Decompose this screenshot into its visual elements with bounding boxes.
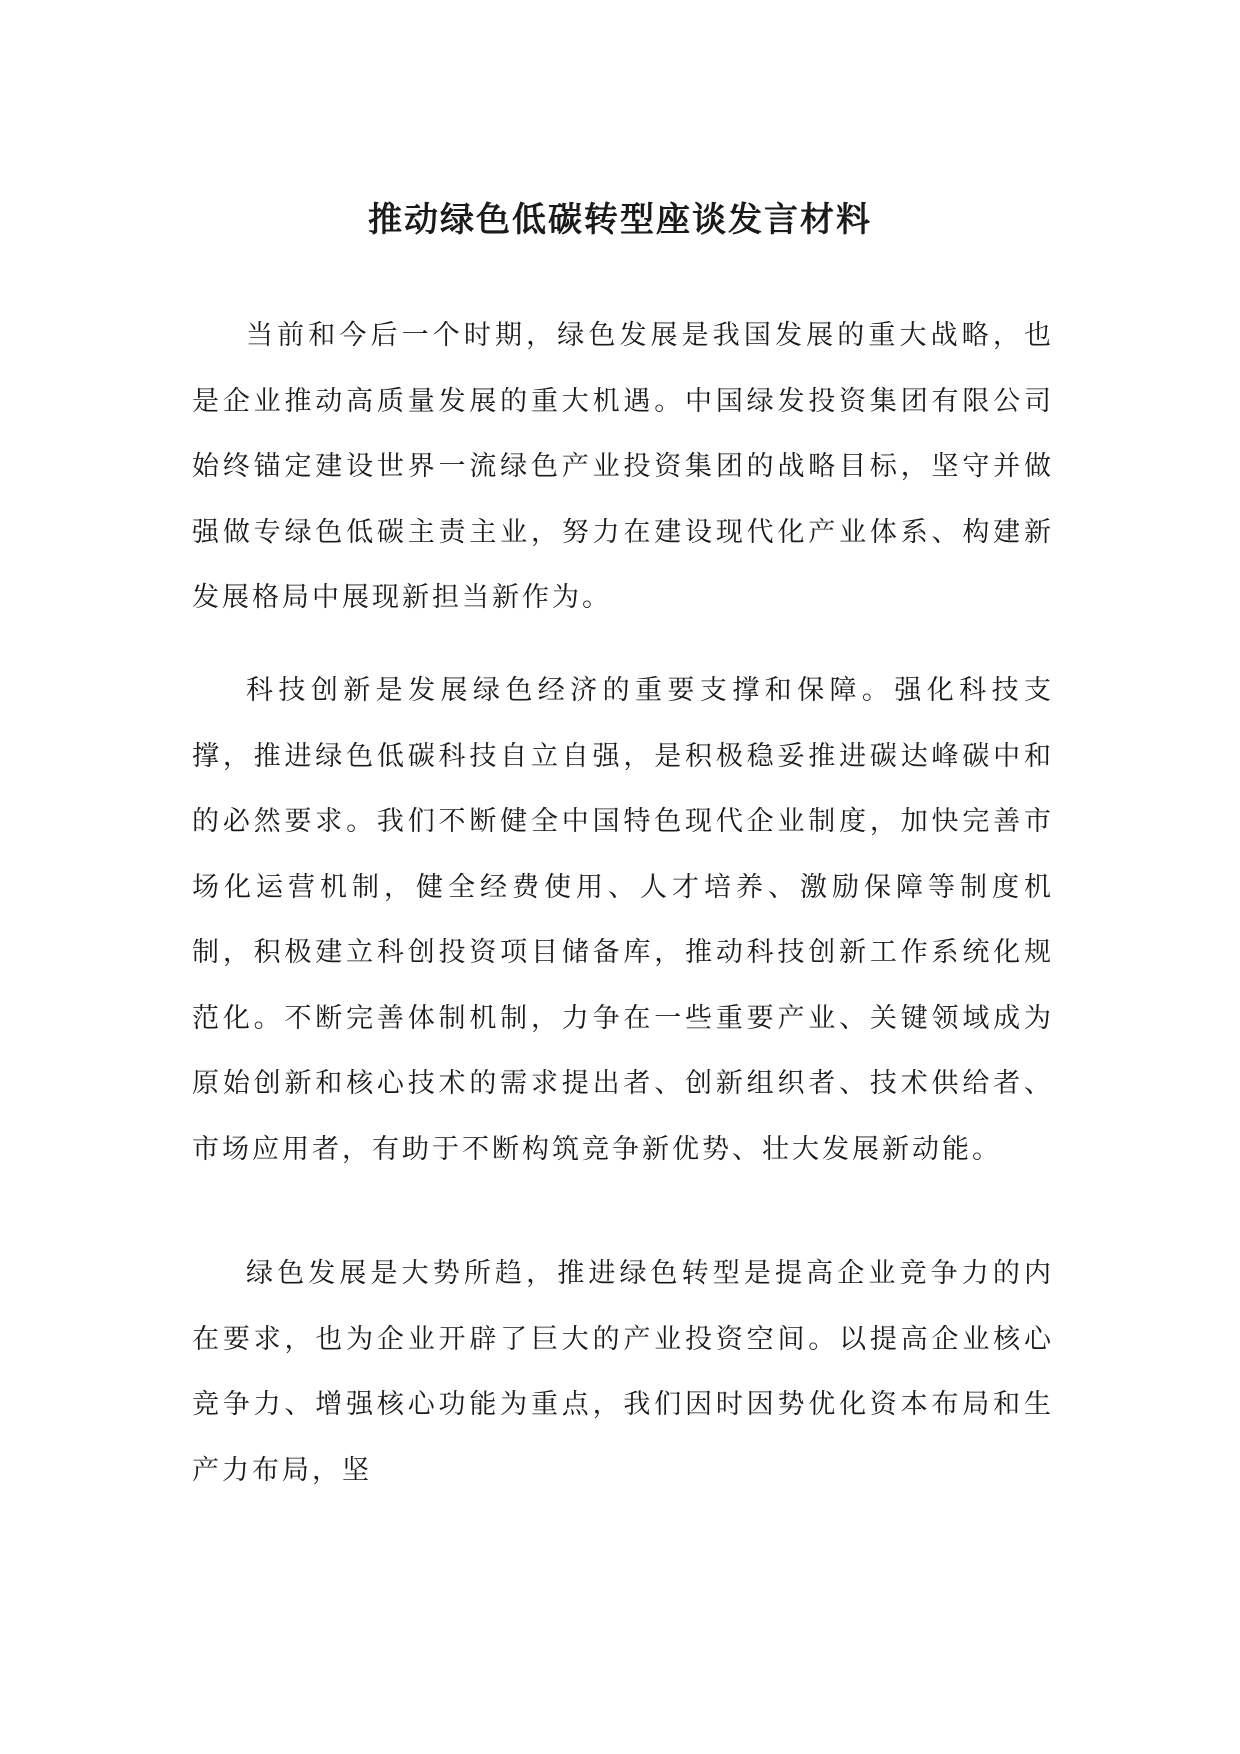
paragraph-1: 当前和今后一个时期，绿色发展是我国发展的重大战略，也是企业推动高质量发展的重大机遇。中国绿发投资集团有限公司始终锚定建设世界一流绿色产业投资集团的战略目标，坚守并做强做专绿色低碳主责主业，努力在建设现代化产业体系、构建新发展格局中展现新担当新作为。	[192, 320, 1054, 613]
paragraph-2: 科技创新是发展绿色经济的重要支撑和保障。强化科技支撑，推进绿色低碳科技自立自强，是积极稳妥推进碳达峰碳中和的必然要求。我们不断健全中国特色现代企业制度，加快完善市场化运营机制，健全经费使用、人才培养、激励保障等制度机制，积极建立科创投资项目储备库，推动科技创新工作系统化规范化。不断完善体制机制，力争在一些重要产业、关键领域成为原始创新和核心技术的需求提出者、创新组织者、技术供给者、市场应用者，有助于不断构筑竞争新优势、壮大发展新动能。	[192, 675, 1054, 1165]
document-title: 推动绿色低碳转型座谈发言材料	[368, 200, 872, 240]
paragraph-3: 绿色发展是大势所趋，推进绿色转型是提高企业竞争力的内在要求，也为企业开辟了巨大的产业投资空间。以提高企业核心竞争力、增强核心功能为重点，我们因时因势优化资本布局和生产力布局，坚	[192, 1258, 1054, 1486]
